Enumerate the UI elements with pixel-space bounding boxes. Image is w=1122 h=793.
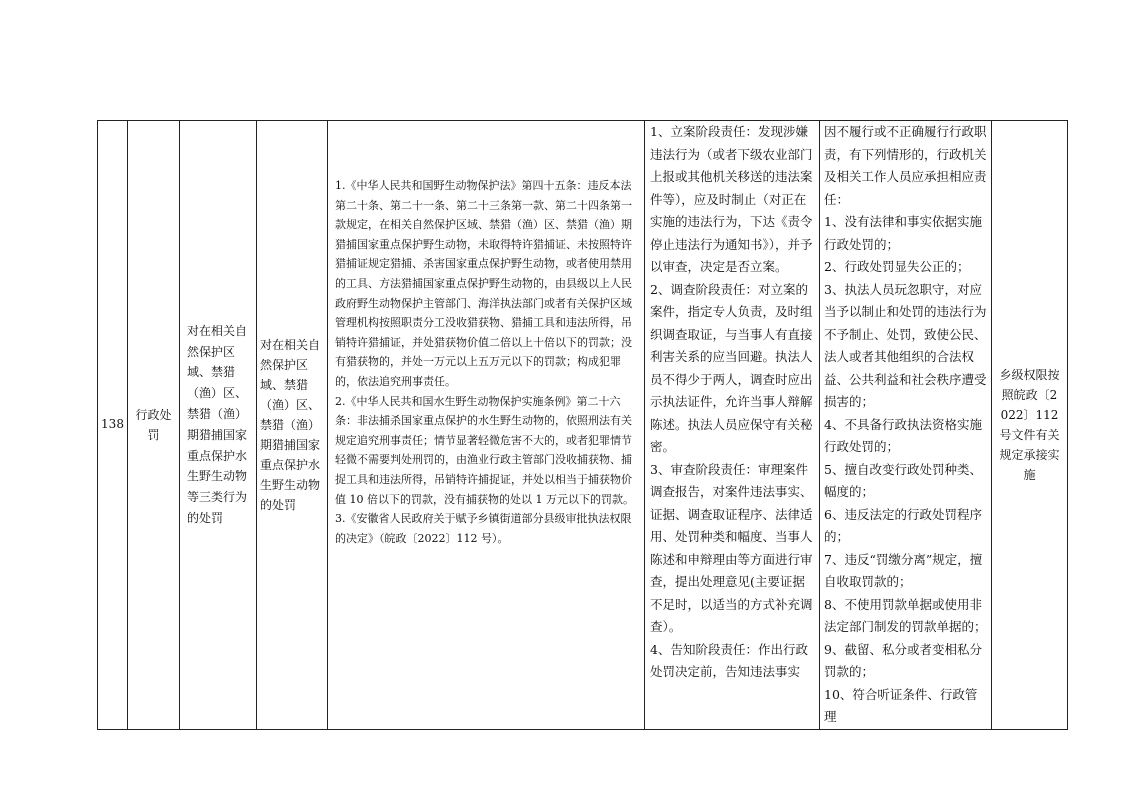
legal-basis-item: 1.《中华人民共和国野生动物保护法》第四十五条：违反本法第二十条、第二十一条、第二十三条第一款、第二十四条第一款规定，在相关自然保护区域、禁猎（渔）区、禁猎（渔）期猎捕国家重点保护野生动物，未取得特许猎捕证、未按照特许猎捕证规定猎捕、杀害国家重点保护野生动物，或者使用禁用的工具、方法猎捕国家重点保护野生动物的，由县级以上人民政府野生动物保护主管部门、海洋执法部门或者有关保护区域管理机构按照职责分工没收猎获物、猎捕工具和违法所得，吊销特许猎捕证，并处猎获物价值二倍以上十倍以下的罚款；没有猎获物的，并处一万元以上五万元以下的罚款；构成犯罪的，依法追究刑事责任。 <box>335 179 632 388</box>
sub-item-cell <box>257 121 328 730</box>
accountability-item: 7、违反“罚缴分离”规定，擅自收取罚款的； <box>824 551 983 589</box>
accountability-item: 3、执法人员玩忽职守，对应当予以制止和处罚的违法行为不予制止、处罚，致使公民、法人或者其他组织的合法权益、公共利益和社会秩序遭受损害的； <box>824 281 987 409</box>
accountability-item: 5、擅自改变行政处罚种类、幅度的； <box>824 461 982 499</box>
responsibility-list <box>645 121 819 684</box>
accountability-item: 6、违反法定的行政处罚程序的； <box>824 506 982 544</box>
item-name-cell <box>180 121 257 730</box>
accountability-item: 9、截留、私分或者变相私分罚款的； <box>824 641 982 679</box>
accountability-item: 8、不使用罚款单据或使用非法定部门制发的罚款单据的； <box>824 596 987 634</box>
accountability-cell <box>820 121 992 730</box>
accountability-item: 4、不具备行政执法资格实施行政处罚的； <box>824 416 982 454</box>
item-category: 行政处罚 <box>135 407 172 442</box>
legal-basis-cell <box>328 121 645 730</box>
responsibility-cell <box>645 121 820 730</box>
table-row <box>98 121 1068 730</box>
legal-basis-list <box>328 121 644 662</box>
note-cell <box>992 121 1068 730</box>
note-text: 乡级权限按照皖政〔2022〕112 号文件有关规定承接实施 <box>999 367 1060 482</box>
item-number: 138 <box>101 417 124 432</box>
power-list-table <box>97 120 1068 730</box>
responsibility-item: 3、审查阶段责任：审理案件调查报告，对案件违法事实、证据、调查取证程序、法律适用、处罚种类和幅度、当事人陈述和申辩理由等方面进行审查，提出处理意见(主要证据不足时，以适当的方式补充调查）。 <box>650 461 813 634</box>
sub-item-name: 对在相关自然保护区域、禁猎（渔）区、禁猎（渔）期猎捕国家重点保护水生野生动物的处罚 <box>260 337 321 512</box>
accountability-item: 1、没有法律和事实依据实施行政处罚的； <box>824 214 982 252</box>
accountability-list <box>820 121 991 729</box>
accountability-item: 2、行政处罚显失公正的； <box>824 259 970 274</box>
accountability-item: 10、符合听证条件、行政管理 <box>824 686 978 724</box>
responsibility-item: 2、调查阶段责任：对立案的案件，指定专人负责，及时组织调查取证，与当事人有直接利害关系的应当回避。执法人员不得少于两人，调查时应出示执法证件，允许当事人辩解陈述。执法人员应保守有关秘密。 <box>650 281 813 454</box>
accountability-item: 因不履行或不正确履行行政职责，有下列情形的，行政机关及相关工作人员应承担相应责任： <box>824 124 987 207</box>
category-cell <box>128 121 180 730</box>
responsibility-item: 4、告知阶段责任：作出行政处罚决定前，告知违法事实 <box>650 641 808 679</box>
responsibility-item: 1、立案阶段责任：发现涉嫌违法行为（或者下级农业部门上报或其他机关移送的违法案件等），应及时制止（对正在实施的违法行为，下达《责令停止违法行为通知书》），并予以审查，决定是否立案。 <box>650 124 813 274</box>
legal-basis-item: 3.《安徽省人民政府关于赋予乡镇街道部分县级审批执法权限的决定》（皖政〔2022〕112 号）。 <box>335 512 632 545</box>
item-name: 对在相关自然保护区域、禁猎（渔）区、禁猎（渔）期猎捕国家重点保护水生野生动物等三类行为的处罚 <box>187 323 248 525</box>
item-number-cell <box>98 121 128 730</box>
legal-basis-item: 2.《中华人民共和国水生野生动物保护实施条例》第二十六条：非法捕杀国家重点保护的水生野生动物的，依照刑法有关规定追究刑事责任；情节显著轻微危害不大的，或者犯罪情节轻微不需要判处刑罚的，由渔业行政主管部门没收捕获物、捕捉工具和违法所得，吊销特许捕捉证，并处以相当于捕获物价值 10 倍以下的罚款，没有捕获物的处以 1 万元以下的罚款。 <box>335 394 634 506</box>
